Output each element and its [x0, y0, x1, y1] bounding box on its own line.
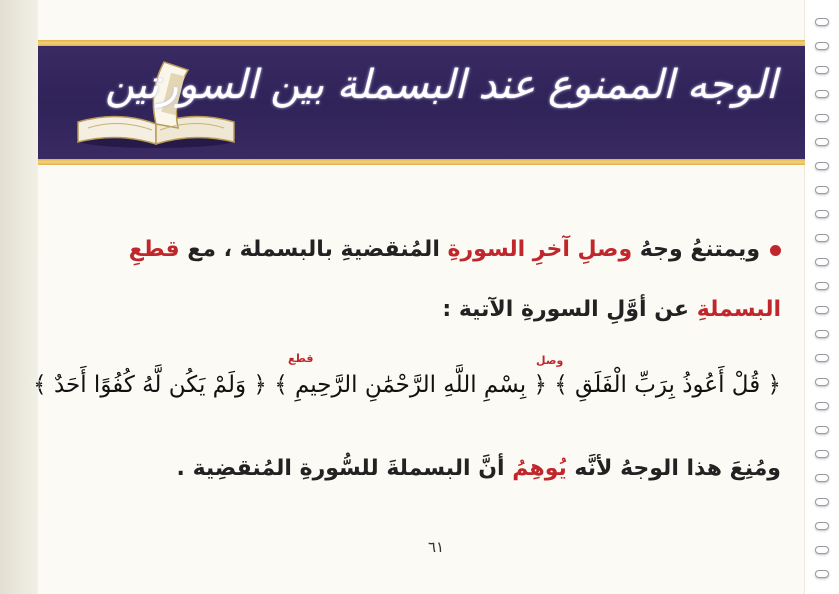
text-segment: ويمتنعُ وجهُ: [632, 237, 760, 262]
text-segment: المُنقضيةِ بالبسملة ، مع: [179, 237, 448, 262]
highlight-segment: وصلِ آخرِ السورةِ: [447, 237, 633, 262]
ayah-al-ikhlas-end: ﴿ وَلَمْ يَكُن لَّهُ كُفُوًا أَحَدٌ ﴾: [33, 372, 267, 398]
text-segment: ومُنِعَ هذا الوجهُ لأنَّه: [566, 456, 781, 481]
highlight-segment: البسملةِ: [696, 297, 781, 322]
wasl-label: وصل: [536, 354, 564, 367]
reason-line: [177, 456, 781, 481]
ayah-al-falaq: ﴿ قُلْ أَعُوذُ بِرَبِّ الْفَلَقِ ﴾: [554, 372, 781, 398]
ayah-basmala: ﴿ بِسْمِ اللَّهِ الرَّحْمَٰنِ الرَّحِيمِ ﴾: [274, 372, 547, 398]
highlight-segment: يُوهِمُ: [512, 456, 567, 481]
paragraph-line-2: [442, 297, 781, 322]
highlight-segment: قطعِ: [128, 237, 180, 262]
qat-label: قطع: [288, 352, 314, 365]
verse-example-line: [33, 372, 781, 398]
text-segment: عن أوَّلِ السورةِ الآتية :: [442, 297, 697, 322]
paragraph-line-1: [129, 237, 781, 262]
page-number: ٦١: [428, 538, 445, 556]
header-title: الوجه الممنوع عند البسملة بين السورتين: [105, 62, 777, 108]
bullet-icon: [770, 245, 781, 256]
text-segment: أنَّ البسملةَ للسُّورةِ المُنقضِية .: [176, 456, 513, 481]
